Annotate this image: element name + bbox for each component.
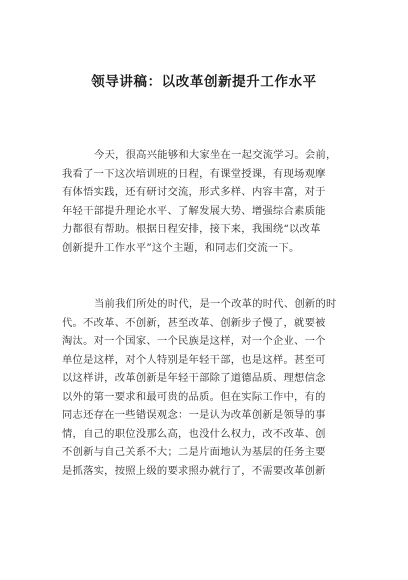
paragraph-1 — [62, 146, 352, 257]
text-line: 以这样讲，改革创新是年轻干部除了道德品质、理想信念 — [62, 372, 326, 384]
text-line: 我看了一下这次培训班的日程，有课堂授课，有现场观摩 — [62, 167, 326, 180]
text-line: 今天，很高兴能够和大家坐在一起交流学习。会前， — [94, 149, 337, 161]
text-line: 单位是这样，对个人特别是年轻干部，也是这样。甚至可 — [62, 353, 326, 366]
text-line: 当前我们所处的时代，是一个改革的时代、创新的时 — [94, 298, 337, 310]
text-line: 淘汰。对一个国家、一个民族是这样，对一个企业、一个 — [62, 335, 326, 347]
text-line: 力都很有帮助。根据日程安排，接下来，我围绕“以改革 — [62, 223, 321, 235]
text-line: 代。不改革、不创新，甚至改革、创新步子慢了，就要被 — [62, 316, 326, 329]
text-line: 有体悟实践，还有研讨交流，形式多样、内容丰富，对于 — [62, 186, 326, 198]
text-line: 年轻干部提升理论水平、了解发展大势、增强综合素质能 — [62, 204, 326, 217]
text-line: 不创新与自己关系不大；二是片面地认为基层的任务主要 — [62, 446, 326, 458]
text-line: 创新提升工作水平”这个主题，和同志们交流一下。 — [62, 241, 300, 254]
text-line: 以外的第一要求和最可贵的品质。但在实际工作中，有的 — [62, 390, 326, 403]
document-title: 领导讲稿：以改革创新提升工作水平 — [91, 74, 317, 90]
paragraph-2 — [62, 295, 352, 480]
text-line: 是抓落实，按照上级的要求照办就行了，不需要改革创新 — [62, 464, 326, 477]
text-line: 情，自己的职位没那么高，也没什么权力，改不改革、创 — [62, 427, 326, 440]
text-line: 同志还存在一些错误观念：一是认为改革创新是领导的事 — [62, 409, 326, 421]
